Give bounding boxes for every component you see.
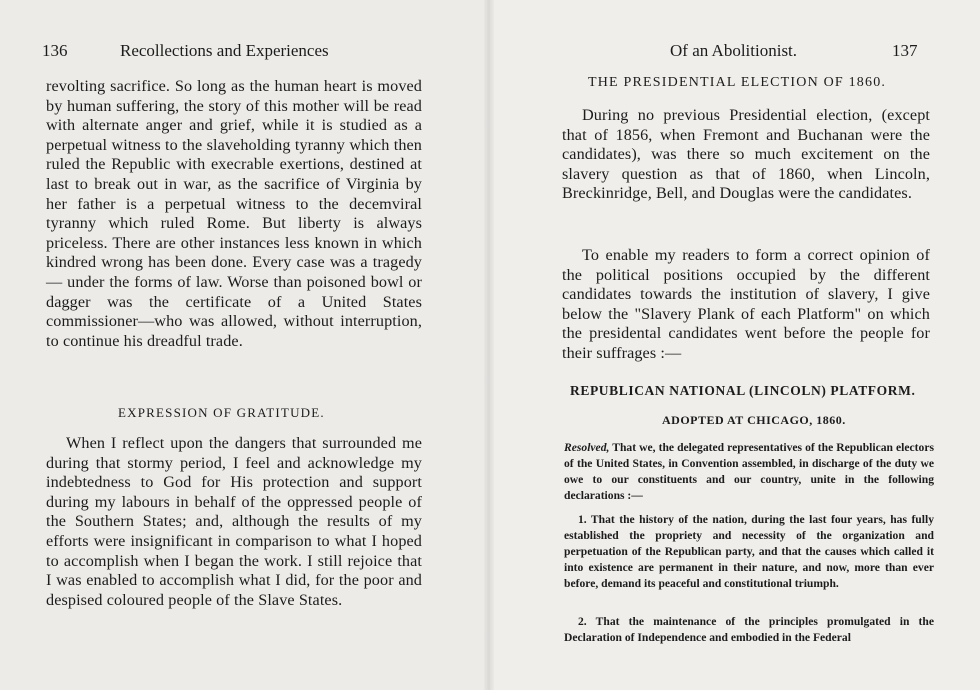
right-page	[490, 0, 980, 690]
running-title: Of an Abolitionist.	[670, 41, 798, 60]
page-number: 136	[42, 41, 68, 60]
resolution-paragraph	[564, 440, 934, 504]
running-title: Recollections and Experiences	[120, 41, 329, 60]
adopted-subheading: ADOPTED AT CHICAGO, 1860.	[662, 413, 846, 427]
resolved-lead: Resolved,	[564, 441, 610, 454]
paragraph: When I reflect upon the dangers that surrounded me during that stormy period, I feel and acknowledge my indebtedness to God for His protection and support during my labours in behalf of the oppressed people of the Southern States; and, although the results of my efforts were insignificant in comparison to what I hoped to accomplish when I began the work. I still rejoice that I was enabled to accomplish what I did, for the poor and despised coloured people of the Slave States.	[46, 434, 422, 609]
paragraph: To enable my readers to form a correct opinion of the political positions occupied by the different candidates towards the institution of slavery, I give below the "Slavery Plank of each Platform" on which the presidental candidates went before the people for their suffrages :—	[562, 246, 930, 362]
platform-item: 2. That the maintenance of the principles promulgated in the Declaration of Independence and embodied in the Federal	[564, 615, 934, 644]
resolved-text: That we, the delegated representatives of the Republican electors of the United States, in Convention assembled, in discharge of the duty we owe to our constituents and our country, unite in the following declarations :—	[564, 441, 934, 502]
book-gutter	[484, 0, 494, 690]
paragraph: revolting sacrifice. So long as the human heart is moved by human suffering, the story of this mother will be read with alternate anger and grief, while it is studied as a perpetual witness to the slaveholding tyranny which then ruled the Republic with execrable exertions, destined at last to break out in war, as the sacrifice of Virginia by her father is a perpetual witness to the decemviral tyranny which ruled Rome. But liberty is always priceless. There are other instances less known in which kindred wrong has been done. Every case was a tragedy— under the forms of law. Worse than poisoned bowl or dagger was the certificate of a United States commissioner—who was allowed, without interruption, to continue his dreadful trade.	[46, 77, 422, 350]
platform-heading: REPUBLICAN NATIONAL (LINCOLN) PLATFORM.	[570, 383, 916, 398]
page-number: 137	[892, 41, 918, 60]
section-heading: THE PRESIDENTIAL ELECTION OF 1860.	[588, 75, 887, 90]
paragraph: During no previous Presidential election, (except that of 1856, when Fremont and Buchanan were the candidates), was there so much excitement on the slavery question as that of 1860, when Lincoln, Breckinridge, Bell, and Douglas were the candidates.	[562, 106, 930, 203]
platform-item: 1. That the history of the nation, during the last four years, has fully established the propriety and necessity of the organization and perpetuation of the Republican party, and that the causes which called it into existence are permanent in their nature, and now, more than ever before, demand its peaceful and constitutional triumph.	[564, 513, 934, 590]
section-heading: EXPRESSION OF GRATITUDE.	[118, 405, 325, 420]
